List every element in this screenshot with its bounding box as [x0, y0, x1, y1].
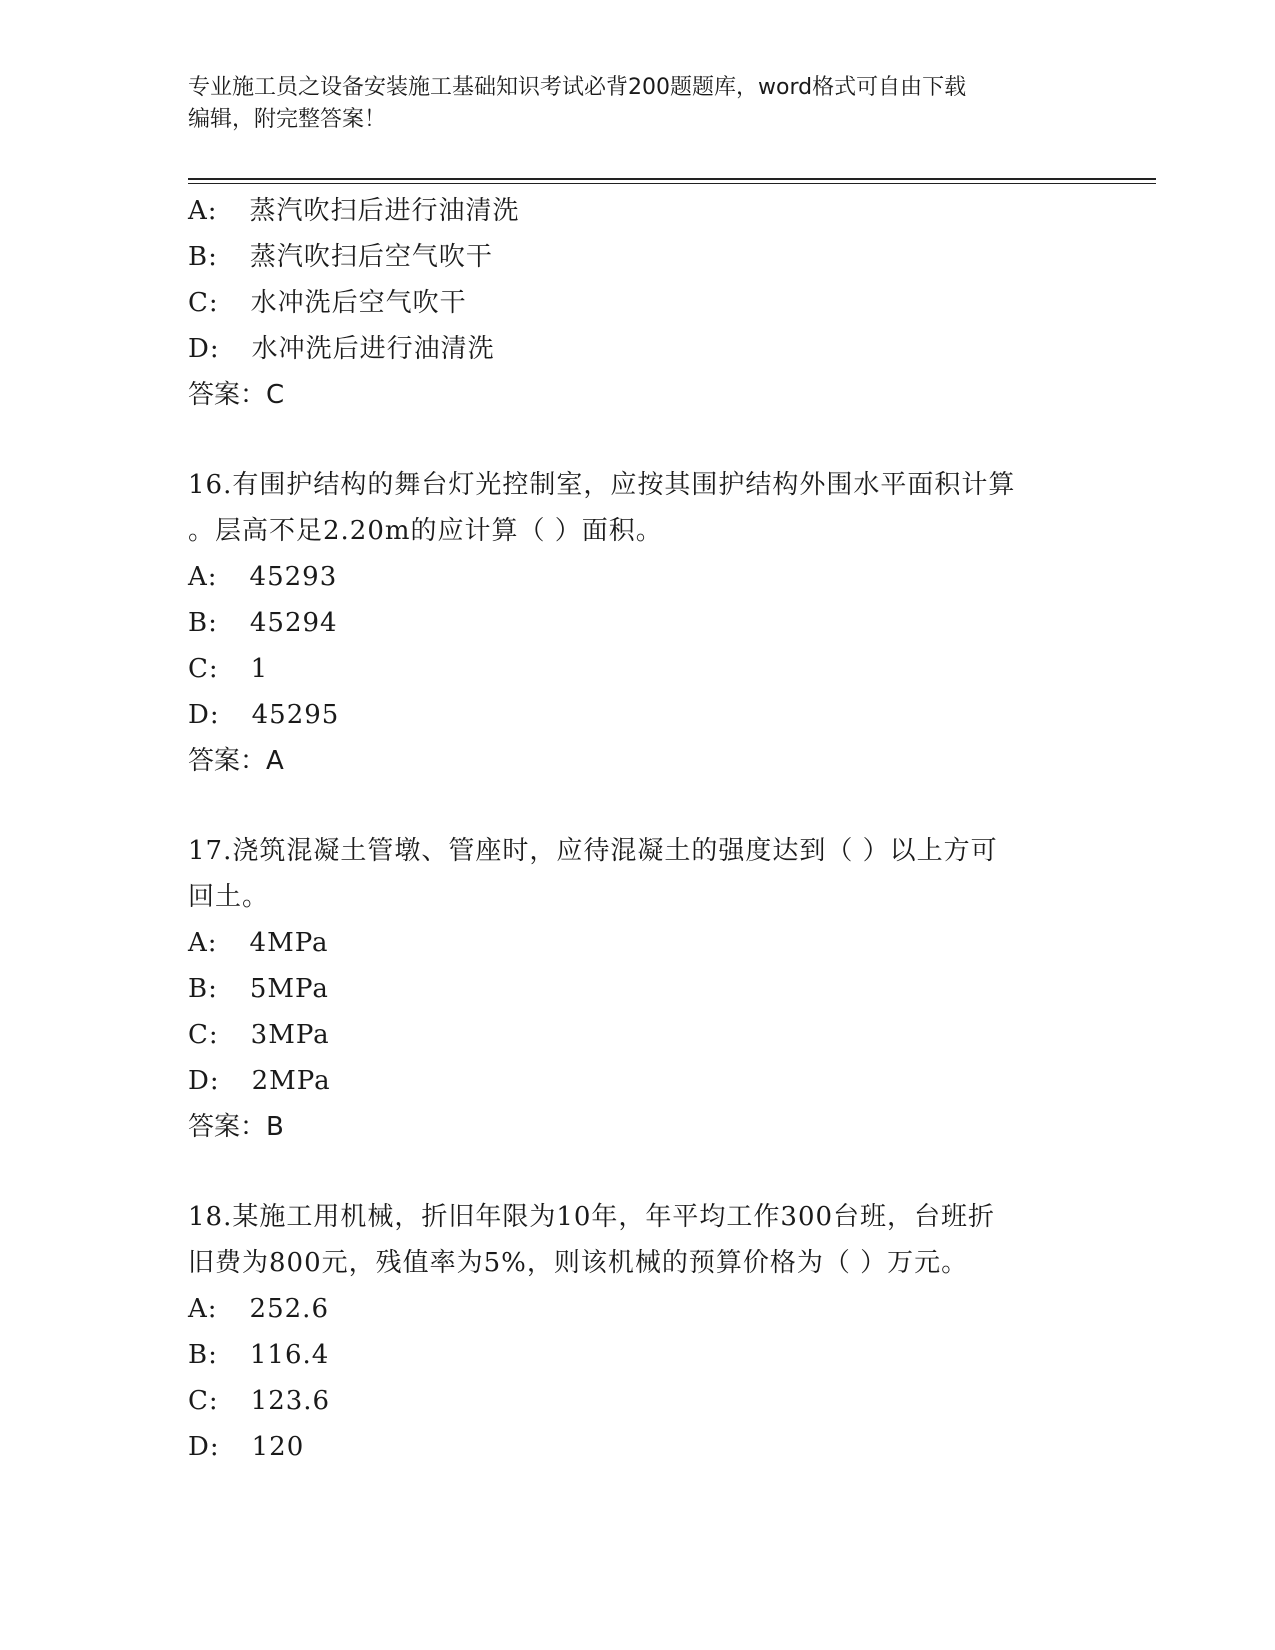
option-b	[188, 1332, 1088, 1378]
header-divider-thin	[188, 183, 1156, 184]
option-text: 蒸汽吹扫后进行油清洗	[249, 196, 520, 226]
option-a	[188, 554, 1088, 600]
option-a	[188, 1286, 1088, 1332]
question-18	[188, 1194, 1088, 1470]
option-c	[188, 1378, 1088, 1424]
option-c	[188, 646, 1088, 692]
question-text-line-1: 16.有围护结构的舞台灯光控制室，应按其围护结构外围水平面积计算	[188, 470, 1016, 500]
option-label: A:	[188, 562, 218, 592]
option-text: 1	[250, 654, 269, 684]
option-c	[188, 280, 1088, 326]
option-text: 3MPa	[250, 1020, 330, 1050]
option-label: C:	[188, 1386, 219, 1416]
option-label: C:	[188, 654, 219, 684]
option-label: B:	[188, 974, 218, 1004]
option-text: 123.6	[250, 1386, 331, 1416]
question-16	[188, 462, 1088, 784]
option-a	[188, 920, 1088, 966]
option-text: 120	[251, 1432, 305, 1462]
option-label: B:	[188, 608, 218, 638]
option-label: D:	[188, 334, 220, 364]
header-line-1: 专业施工员之设备安装施工基础知识考试必背200题题库，word格式可自由下载	[188, 75, 967, 100]
option-label: C:	[188, 288, 219, 318]
option-text: 45295	[251, 700, 340, 730]
option-label: B:	[188, 242, 218, 272]
option-text: 116.4	[249, 1340, 330, 1370]
option-text: 蒸汽吹扫后空气吹干	[249, 242, 493, 272]
option-b	[188, 600, 1088, 646]
option-label: A:	[188, 196, 218, 226]
header-divider	[188, 178, 1156, 180]
page-header	[188, 72, 1088, 136]
option-text: 4MPa	[249, 928, 329, 958]
question-17	[188, 828, 1088, 1150]
option-label: A:	[188, 928, 218, 958]
option-b	[188, 966, 1088, 1012]
answer: 答案：C	[188, 380, 285, 410]
question-text-line-1: 18.某施工用机械，折旧年限为10年，年平均工作300台班，台班折	[188, 1202, 996, 1232]
option-text: 水冲洗后进行油清洗	[251, 334, 495, 364]
answer: 答案：A	[188, 746, 284, 776]
option-c	[188, 1012, 1088, 1058]
option-text: 45294	[249, 608, 338, 638]
question-text-line-1: 17.浇筑混凝土管墩、管座时，应待混凝土的强度达到（ ）以上方可	[188, 836, 998, 866]
option-text: 252.6	[249, 1294, 329, 1324]
answer: 答案：B	[188, 1112, 284, 1142]
header-line-2: 编辑，附完整答案！	[188, 107, 387, 132]
option-a	[188, 188, 1088, 234]
option-text: 2MPa	[251, 1066, 331, 1096]
option-label: D:	[188, 1432, 220, 1462]
option-d	[188, 326, 1088, 372]
option-text: 45293	[249, 562, 338, 592]
option-label: A:	[188, 1294, 218, 1324]
option-label: C:	[188, 1020, 219, 1050]
option-d	[188, 692, 1088, 738]
option-b	[188, 234, 1088, 280]
question-text-line-2: 。层高不足2.20m的应计算（ ）面积。	[188, 516, 663, 546]
option-label: D:	[188, 1066, 220, 1096]
option-d	[188, 1424, 1088, 1470]
option-label: D:	[188, 700, 220, 730]
document-body	[188, 188, 1088, 1470]
option-text: 5MPa	[249, 974, 329, 1004]
option-text: 水冲洗后空气吹干	[250, 288, 467, 318]
question-text-line-2: 回土。	[188, 882, 270, 912]
option-label: B:	[188, 1340, 218, 1370]
option-d	[188, 1058, 1088, 1104]
question-15	[188, 188, 1088, 418]
question-text-line-2: 旧费为800元，残值率为5%，则该机械的预算价格为（ ）万元。	[188, 1248, 969, 1278]
